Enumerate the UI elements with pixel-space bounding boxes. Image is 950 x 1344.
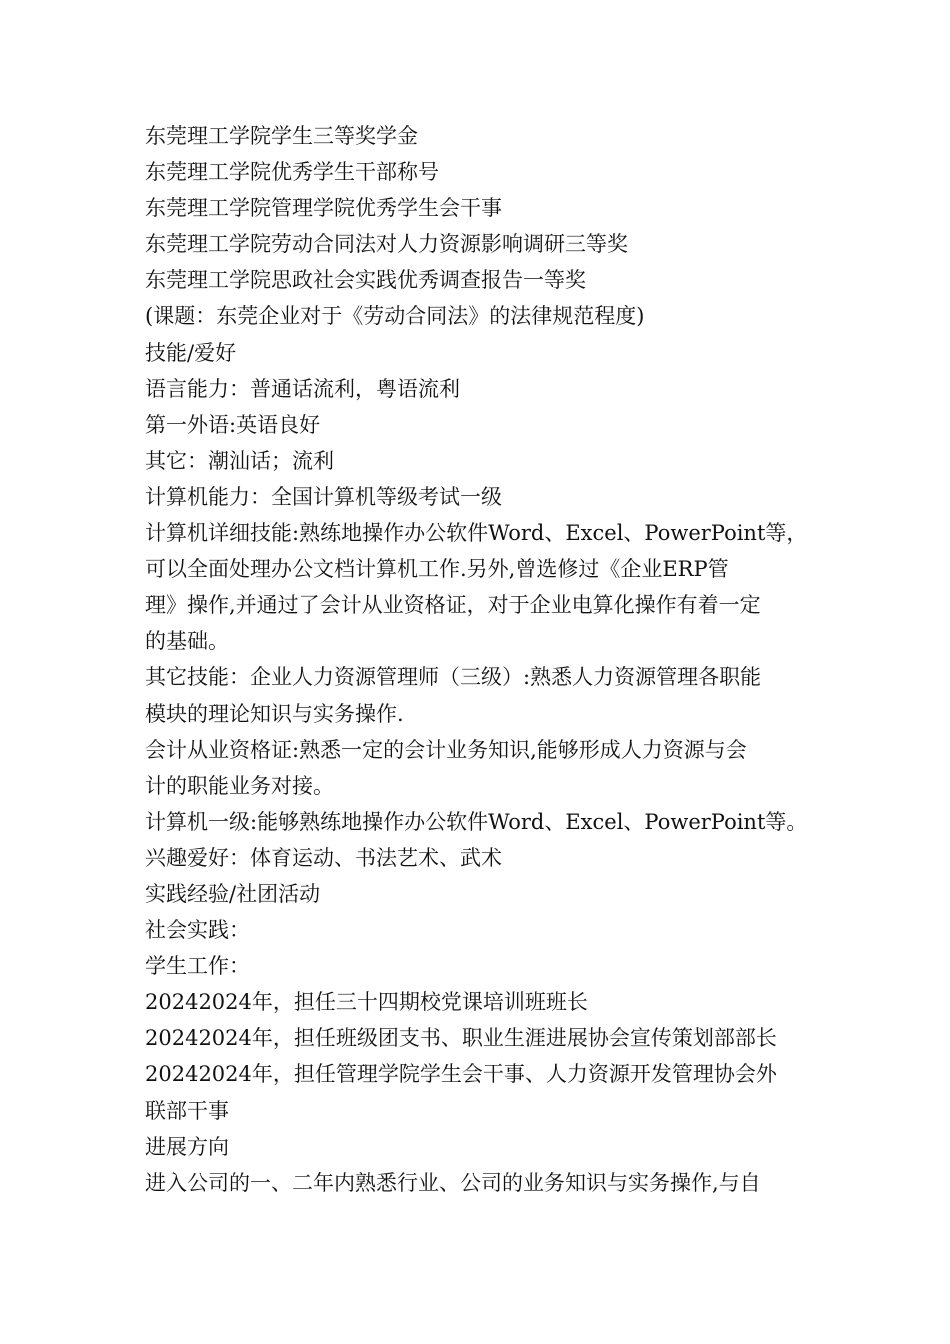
section-heading: 技能/爱好 (145, 340, 237, 365)
text-line: 20242024年，担任三十四期校党课培训班班长 (145, 990, 588, 1015)
text-line: 的基础。 (145, 629, 229, 654)
text-line: 计的职能业务对接。 (145, 773, 334, 798)
text-line: (课题：东莞企业对于《劳动合同法》的法律规范程度) (145, 304, 645, 329)
text-line: 其它技能：企业人力资源管理师（三级）:熟悉人力资源管理各职能 (145, 665, 762, 690)
text-line: 20242024年，担任班级团支书、职业生涯进展协会宣传策划部部长 (145, 1026, 777, 1051)
text-line: 进入公司的一、二年内熟悉行业、公司的业务知识与实务操作,与自 (145, 1170, 761, 1195)
text-line: 语言能力：普通话流利，粤语流利 (145, 376, 460, 401)
section-heading: 实践经验/社团活动 (145, 881, 321, 906)
text-line: 东莞理工学院优秀学生干部称号 (145, 160, 439, 185)
text-line: 东莞理工学院思政社会实践优秀调查报告一等奖 (145, 268, 586, 293)
text-line: 计算机一级:能够熟练地操作办公软件Word、Excel、PowerPoint等。 (145, 809, 808, 834)
text-line: 其它：潮汕话；流利 (145, 448, 334, 473)
text-line: 东莞理工学院劳动合同法对人力资源影响调研三等奖 (145, 232, 628, 257)
document-body (145, 118, 815, 1201)
text-line: 计算机详细技能:熟练地操作办公软件Word、Excel、PowerPoint等， (145, 521, 808, 546)
text-line: 计算机能力：全国计算机等级考试一级 (145, 484, 502, 509)
text-line: 会计从业资格证:熟悉一定的会计业务知识,能够形成人力资源与会 (145, 737, 747, 762)
text-line: 模块的理论知识与实务操作. (145, 701, 404, 726)
text-line: 东莞理工学院管理学院优秀学生会干事 (145, 196, 502, 221)
text-line: 理》操作,并通过了会计从业资格证，对于企业电算化操作有着一定 (145, 593, 761, 618)
text-line: 东莞理工学院学生三等奖学金 (145, 124, 418, 148)
text-line: 第一外语:英语良好 (145, 412, 321, 437)
section-heading: 进展方向 (145, 1134, 229, 1159)
text-line: 联部干事 (145, 1098, 229, 1123)
text-line: 20242024年，担任管理学院学生会干事、人力资源开发管理协会外 (145, 1062, 777, 1087)
text-line: 兴趣爱好：体育运动、书法艺术、武术 (145, 845, 502, 870)
text-line: 学生工作： (145, 954, 250, 979)
text-line: 可以全面处理办公文档计算机工作.另外,曾选修过《企业ERP管 (145, 557, 729, 582)
text-line: 社会实践： (145, 918, 250, 943)
